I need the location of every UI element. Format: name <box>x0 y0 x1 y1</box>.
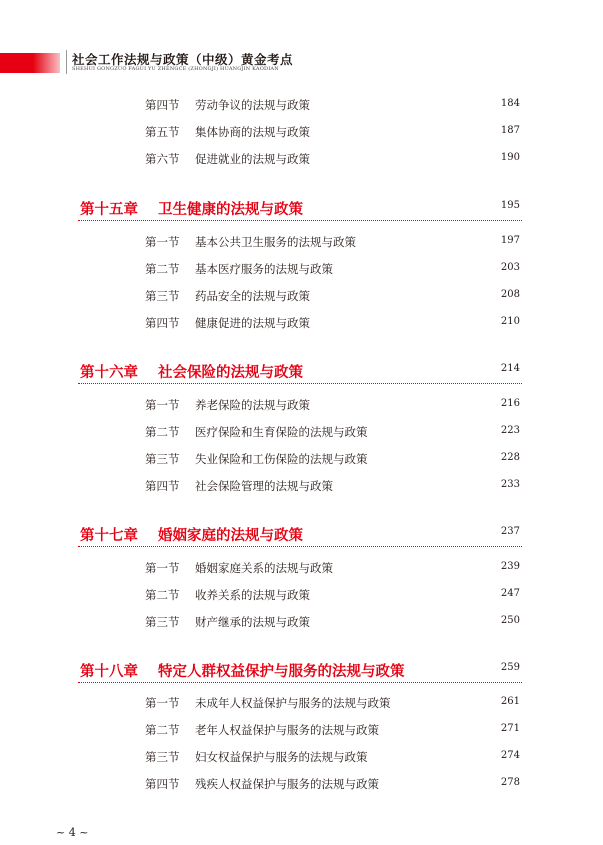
section-page: 247 <box>500 588 520 599</box>
section-page: 239 <box>500 561 520 572</box>
section-number: 第四节 <box>145 98 180 112</box>
dotted-divider <box>78 383 522 384</box>
toc-section[interactable] <box>145 749 520 767</box>
dotted-divider <box>78 546 522 547</box>
toc-section[interactable] <box>145 776 520 794</box>
chapter-number: 第十七章 <box>80 528 138 544</box>
section-page: 261 <box>500 696 520 707</box>
section-page: 216 <box>500 398 520 409</box>
section-title: 妇女权益保护与服务的法规与政策 <box>195 750 368 764</box>
page-header <box>0 0 603 80</box>
toc-section[interactable] <box>145 97 520 115</box>
section-page: 250 <box>500 615 520 626</box>
section-page: 187 <box>500 125 520 136</box>
section-title: 集体协商的法规与政策 <box>195 125 310 139</box>
chapter-page: 214 <box>500 363 520 374</box>
section-title: 残疾人权益保护与服务的法规与政策 <box>195 777 379 791</box>
toc-section[interactable] <box>145 151 520 169</box>
toc-section[interactable] <box>145 288 520 306</box>
section-number: 第一节 <box>145 696 180 710</box>
toc-section[interactable] <box>145 614 520 632</box>
section-number: 第一节 <box>145 561 180 575</box>
chapter-title: 卫生健康的法规与政策 <box>158 202 303 218</box>
chapter-title: 社会保险的法规与政策 <box>158 365 303 381</box>
dotted-divider <box>78 682 522 683</box>
section-number: 第六节 <box>145 152 180 166</box>
chapter-heading <box>80 524 303 545</box>
section-number: 第二节 <box>145 723 180 737</box>
toc-section[interactable] <box>145 478 520 496</box>
section-page: 233 <box>500 479 520 490</box>
toc-section[interactable] <box>145 451 520 469</box>
section-title: 劳动争议的法规与政策 <box>195 98 310 112</box>
page-number: ~ 4 ~ <box>56 826 89 839</box>
section-title: 失业保险和工伤保险的法规与政策 <box>195 452 368 466</box>
header-divider <box>66 50 67 74</box>
section-page: 223 <box>500 425 520 436</box>
section-page: 190 <box>500 152 520 163</box>
chapter-number: 第十八章 <box>80 664 138 680</box>
section-number: 第一节 <box>145 398 180 412</box>
section-page: 274 <box>500 750 520 761</box>
section-page: 271 <box>500 723 520 734</box>
section-title: 基本公共卫生服务的法规与政策 <box>195 235 356 249</box>
section-title: 基本医疗服务的法规与政策 <box>195 262 333 276</box>
header-accent-bar <box>0 53 60 73</box>
section-page: 210 <box>500 316 520 327</box>
section-page: 203 <box>500 262 520 273</box>
book-title-pinyin: SHEHUI GONGZUO FAGUI YU ZHENGCE (ZHONGJI) HUANGJIN KAODIAN <box>72 66 279 72</box>
section-number: 第四节 <box>145 777 180 791</box>
section-page: 197 <box>500 235 520 246</box>
section-page: 208 <box>500 289 520 300</box>
toc-section[interactable] <box>145 234 520 252</box>
section-number: 第三节 <box>145 750 180 764</box>
section-number: 第二节 <box>145 262 180 276</box>
toc-section[interactable] <box>145 124 520 142</box>
section-number: 第三节 <box>145 452 180 466</box>
section-title: 养老保险的法规与政策 <box>195 398 310 412</box>
book-title: 社会工作法规与政策（中级）黄金考点 <box>72 52 294 67</box>
toc-section[interactable] <box>145 315 520 333</box>
section-number: 第二节 <box>145 425 180 439</box>
section-number: 第五节 <box>145 125 180 139</box>
section-title: 社会保险管理的法规与政策 <box>195 479 333 493</box>
chapter-page: 259 <box>500 662 520 673</box>
chapter-heading <box>80 361 303 382</box>
toc-section[interactable] <box>145 722 520 740</box>
section-number: 第一节 <box>145 235 180 249</box>
section-page: 228 <box>500 452 520 463</box>
section-title: 财产继承的法规与政策 <box>195 615 310 629</box>
section-page: 278 <box>500 777 520 788</box>
chapter-heading <box>80 198 303 219</box>
section-title: 老年人权益保护与服务的法规与政策 <box>195 723 379 737</box>
toc-section[interactable] <box>145 587 520 605</box>
section-number: 第三节 <box>145 615 180 629</box>
dotted-divider <box>78 220 522 221</box>
section-title: 未成年人权益保护与服务的法规与政策 <box>195 696 391 710</box>
chapter-heading <box>80 660 405 681</box>
toc-section[interactable] <box>145 424 520 442</box>
chapter-title: 婚姻家庭的法规与政策 <box>158 528 303 544</box>
chapter-number: 第十六章 <box>80 365 138 381</box>
section-number: 第四节 <box>145 316 180 330</box>
toc-section[interactable] <box>145 560 520 578</box>
section-number: 第二节 <box>145 588 180 602</box>
section-title: 促进就业的法规与政策 <box>195 152 310 166</box>
section-title: 医疗保险和生育保险的法规与政策 <box>195 425 368 439</box>
chapter-page: 237 <box>500 526 520 537</box>
chapter-page: 195 <box>500 200 520 211</box>
chapter-number: 第十五章 <box>80 202 138 218</box>
toc-section[interactable] <box>145 695 520 713</box>
section-number: 第四节 <box>145 479 180 493</box>
section-title: 药品安全的法规与政策 <box>195 289 310 303</box>
toc-section[interactable] <box>145 261 520 279</box>
section-title: 收养关系的法规与政策 <box>195 588 310 602</box>
section-title: 婚姻家庭关系的法规与政策 <box>195 561 333 575</box>
toc-section[interactable] <box>145 397 520 415</box>
section-title: 健康促进的法规与政策 <box>195 316 310 330</box>
section-page: 184 <box>500 98 520 109</box>
chapter-title: 特定人群权益保护与服务的法规与政策 <box>158 664 405 680</box>
section-number: 第三节 <box>145 289 180 303</box>
